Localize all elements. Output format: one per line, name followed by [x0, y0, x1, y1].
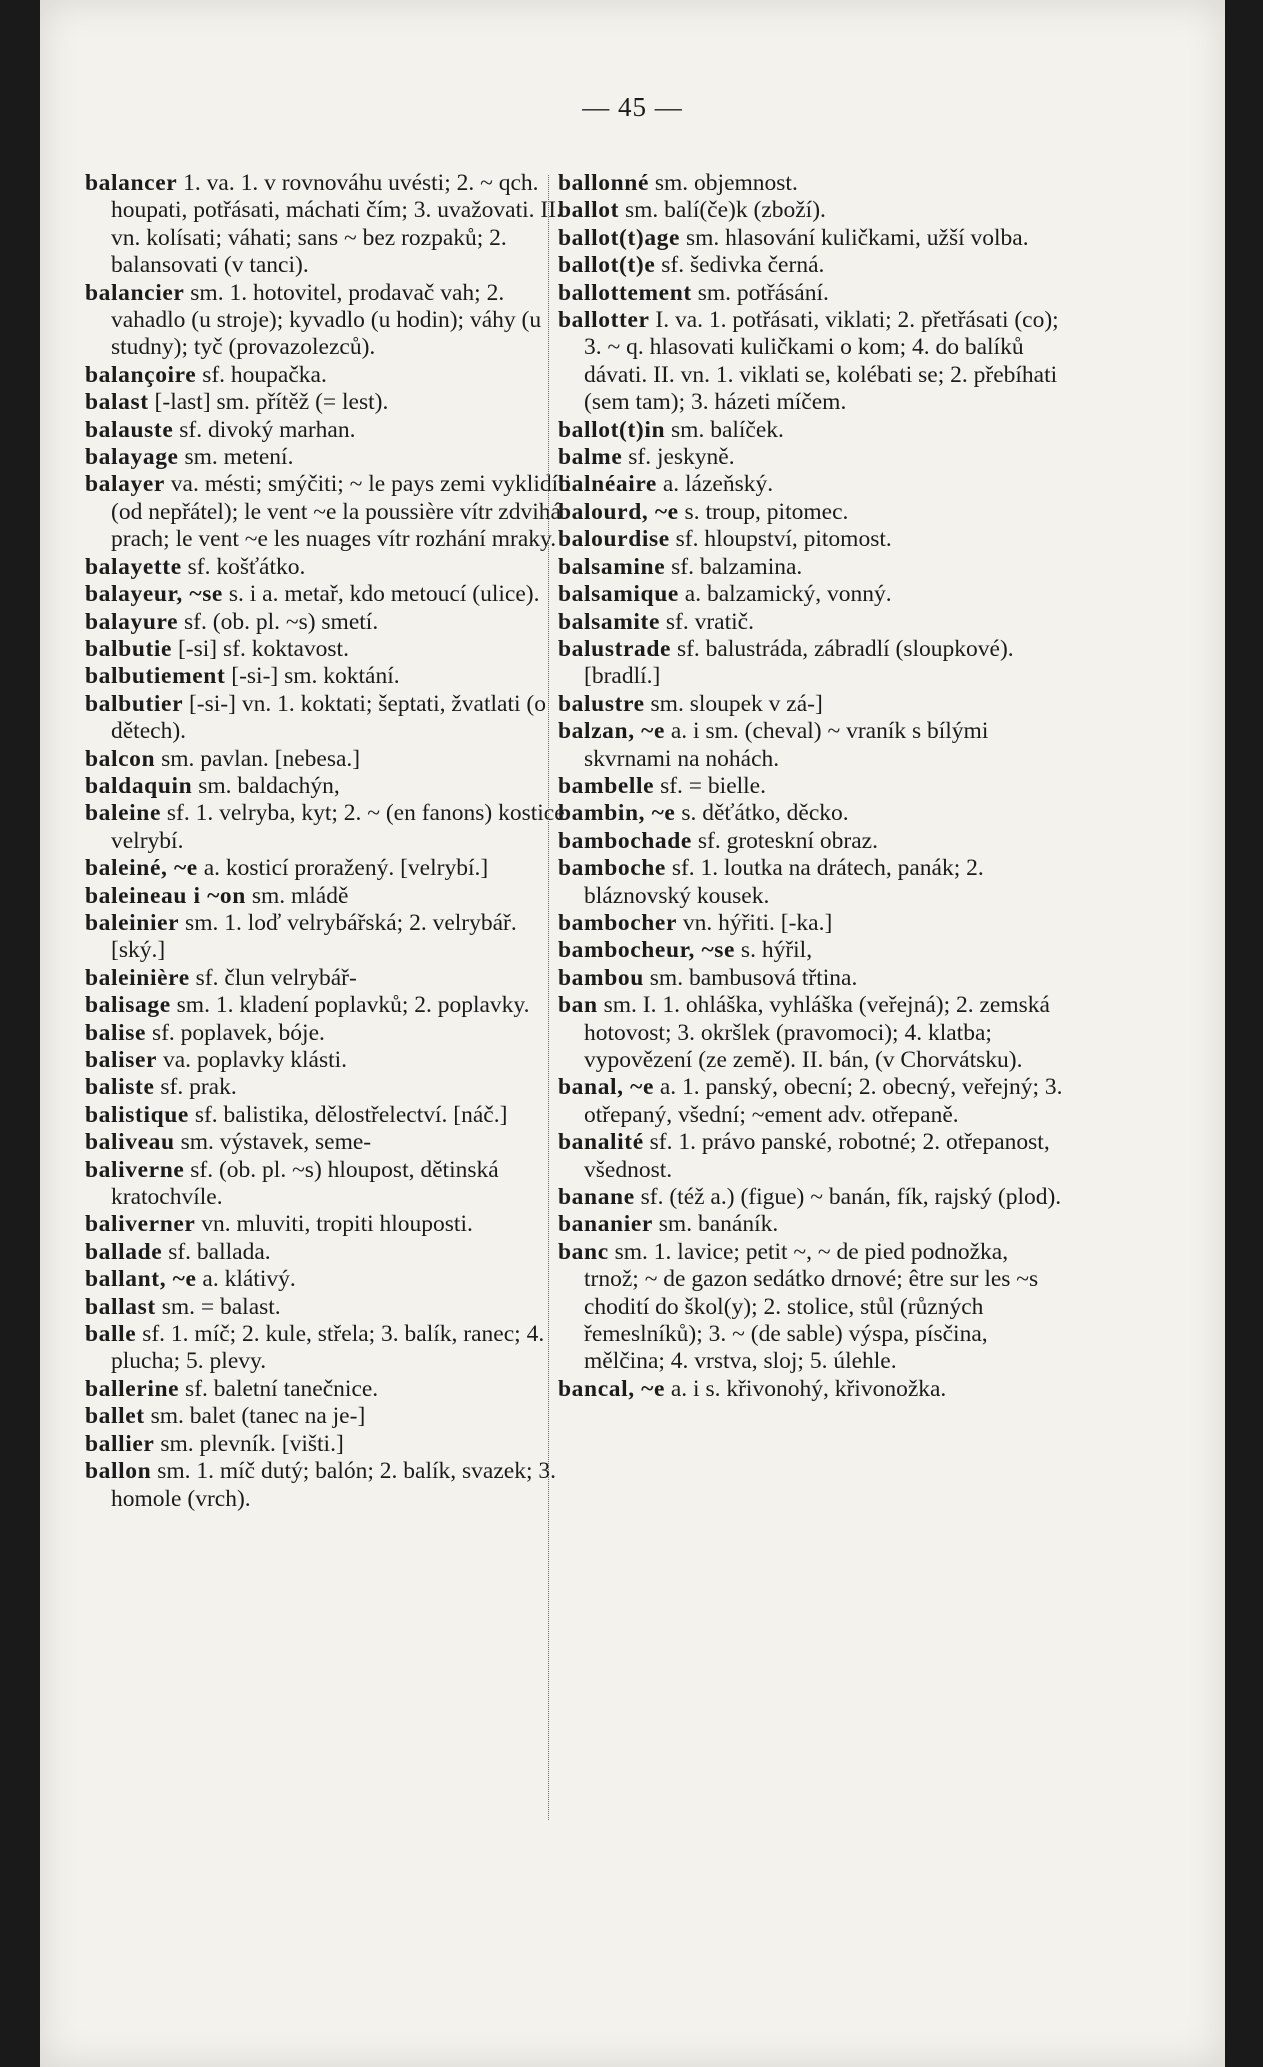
right-column	[558, 170, 1063, 1403]
entry-headword: ballonné	[558, 170, 649, 196]
dictionary-entry	[558, 471, 1063, 498]
entry-definition: sm. sloupek v zá-]	[650, 690, 823, 717]
entry-headword: baleinier	[85, 909, 180, 936]
entry-headword: balayage	[85, 444, 179, 471]
entry-headword: balayeur, ~se	[85, 581, 223, 608]
entry-definition: sf. (ob. pl. ~s) smetí.	[184, 608, 379, 635]
dictionary-entry	[558, 910, 1063, 937]
entry-headword: balayer	[85, 471, 165, 498]
dictionary-entry	[85, 170, 575, 280]
entry-headword: balayure	[85, 608, 179, 635]
dictionary-entry	[558, 307, 1063, 417]
dictionary-entry	[558, 636, 1063, 691]
dictionary-entry	[85, 362, 575, 389]
entry-headword: ballier	[85, 1430, 155, 1457]
entry-definition: a. klátivý.	[202, 1266, 296, 1293]
entry-headword: ballottement	[558, 279, 692, 306]
entry-definition: va. poplavky klásti.	[162, 1047, 348, 1073]
dictionary-entry	[558, 1184, 1063, 1211]
entry-headword: balsamique	[558, 581, 679, 608]
entry-definition: sm. balet (tanec na je-]	[150, 1403, 366, 1430]
entry-definition: [-si-] sm. koktání.	[231, 663, 400, 690]
dictionary-page	[40, 0, 1225, 2067]
entry-definition: sf. ballada.	[168, 1238, 271, 1265]
entry-definition: a. 1. panský, obecní; 2. obecný, veřejný; 3. otřepaný, všední; ~ement adv. otřepaně.	[584, 1074, 1063, 1128]
entry-headword: balustre	[558, 690, 645, 717]
entry-headword: bananier	[558, 1211, 653, 1238]
dictionary-entry	[558, 800, 1063, 827]
entry-definition: sm. balí(če)k (zboží).	[624, 197, 826, 224]
entry-definition: s. i a. metař, kdo metoucí (ulice).	[228, 581, 540, 608]
entry-definition: sf. balzamina.	[671, 553, 803, 580]
entry-headword: bambin, ~e	[558, 800, 676, 827]
entry-definition: sf. 1. velryba, kyt; 2. ~ (en fanons) kostice velrybí.	[111, 800, 565, 854]
entry-headword: baleinière	[85, 964, 190, 991]
entry-headword: balauste	[85, 416, 174, 443]
entry-definition: sm. 1. loď velrybářská; 2. velrybář. [ský.]	[111, 909, 517, 964]
entry-headword: bambou	[558, 964, 644, 991]
entry-headword: bancal, ~e	[558, 1375, 665, 1402]
left-column	[85, 170, 575, 1513]
entry-headword: balle	[85, 1321, 137, 1348]
entry-definition: sm. objemnost.	[654, 170, 798, 196]
entry-definition: a. i s. křivonohý, křivonožka.	[670, 1375, 947, 1402]
entry-headword: baliverner	[85, 1211, 196, 1238]
entry-headword: baliverne	[85, 1156, 185, 1183]
entry-definition: [-last] sm. přítěž (= lest).	[154, 389, 389, 416]
entry-definition: sm. = balast.	[161, 1293, 281, 1320]
entry-headword: balcon	[85, 745, 156, 772]
entry-headword: ballerine	[85, 1375, 180, 1402]
entry-definition: sm. balíček.	[671, 416, 784, 443]
entry-headword: banc	[558, 1238, 609, 1265]
dictionary-entry	[85, 1074, 575, 1101]
dictionary-entry	[85, 1431, 575, 1458]
dictionary-entry	[85, 609, 575, 636]
dictionary-entry	[558, 773, 1063, 800]
dictionary-entry	[85, 691, 575, 746]
dictionary-entry	[558, 828, 1063, 855]
entry-definition: sf. = bielle.	[660, 772, 766, 799]
entry-headword: baliser	[85, 1047, 158, 1073]
dictionary-entry	[85, 773, 575, 800]
entry-definition: a. balzamický, vonný.	[684, 581, 892, 608]
entry-definition: sm. 1. lavice; petit ~, ~ de pied podnožka, trnož; ~ de gazon sedátko drnové; être sur les ~s chodití do škol(y); 2. stolice, stůl (různých řemeslníků); 3. ~ (de sable) výspa, písčina, mělčina; 4. vrstva, sloj; 5. úlehle.	[584, 1238, 1039, 1375]
entry-definition: a. lázeňský.	[662, 471, 774, 498]
dictionary-entry	[558, 225, 1063, 252]
entry-headword: balistique	[85, 1101, 189, 1128]
entry-definition: sf. baletní tanečnice.	[185, 1375, 379, 1402]
entry-headword: balayette	[85, 553, 182, 580]
entry-headword: bambochade	[558, 827, 692, 854]
entry-definition: sm. 1. hotovitel, prodavač vah; 2. vahadlo (u stroje); kyvadlo (u hodin); váhy (u studny); tyč (provazolezců).	[111, 279, 542, 361]
entry-definition: sm. I. 1. ohláška, vyhláška (veřejná); 2. zemská hotovost; 3. okršlek (pravomoci); 4. klatba; vypovězení (ze země). II. bán, (v Chorvátsku).	[584, 992, 1050, 1073]
entry-definition: a. kosticí proražený. [velrybí.]	[203, 855, 489, 882]
dictionary-entry	[85, 883, 575, 910]
entry-definition: sm. metení.	[184, 444, 294, 471]
entry-headword: baleiné, ~e	[85, 855, 198, 882]
dictionary-entry	[85, 1102, 575, 1129]
dictionary-entry	[558, 691, 1063, 718]
entry-headword: bamboche	[558, 855, 666, 882]
entry-headword: ballotter	[558, 307, 650, 334]
entry-definition: s. hýřil,	[740, 937, 813, 964]
dictionary-entry	[85, 1211, 575, 1238]
entry-definition: sf. člun velrybář-	[195, 964, 357, 991]
entry-headword: baleine	[85, 800, 162, 827]
dictionary-entry	[85, 800, 575, 855]
entry-definition: sf. prak.	[160, 1074, 237, 1101]
entry-definition: sf. groteskní obraz.	[697, 827, 878, 854]
entry-headword: baleineau i ~on	[85, 882, 246, 909]
entry-definition: sf. hloupství, pitomost.	[675, 526, 892, 553]
entry-headword: baliste	[85, 1074, 155, 1101]
entry-headword: bambelle	[558, 772, 655, 799]
entry-definition: I. va. 1. potřásati, viklati; 2. přetřásati (co); 3. ~ q. hlasovati kuličkami o kom; 4. do balíků dávati. II. vn. 1. viklati se, kolébati se; 2. přebíhati (sem tam); 3. házeti míčem.	[584, 307, 1059, 416]
dictionary-entry	[558, 280, 1063, 307]
entry-headword: balbutier	[85, 690, 184, 717]
entry-headword: balisage	[85, 992, 171, 1019]
dictionary-entry	[558, 992, 1063, 1074]
dictionary-entry	[85, 581, 575, 608]
entry-headword: banalité	[558, 1129, 644, 1156]
entry-headword: balsamite	[558, 608, 661, 635]
entry-definition: sm. mládě	[251, 882, 349, 909]
entry-definition: sm. plevník. [višti.]	[160, 1430, 344, 1457]
entry-headword: balast	[85, 389, 149, 416]
dictionary-entry	[85, 1403, 575, 1430]
entry-definition: 1. va. 1. v rovnováhu uvésti; 2. ~ qch. houpati, potřásati, máchati čím; 3. uvažovati. II. vn. kolísati; váhati; sans ~ bez rozpaků; 2. balansovati (v tanci).	[111, 170, 562, 279]
entry-headword: balzan, ~e	[558, 718, 665, 745]
entry-headword: balbutie	[85, 635, 173, 662]
entry-headword: balnéaire	[558, 471, 657, 498]
entry-definition: sf. poplavek, bóje.	[151, 1019, 325, 1046]
dictionary-entry	[558, 554, 1063, 581]
entry-headword: ballot(t)e	[558, 252, 656, 279]
entry-definition: sf. 1. loutka na drátech, panák; 2. bláznovský kousek.	[584, 855, 984, 909]
entry-headword: bambocheur, ~se	[558, 937, 736, 964]
entry-definition: sf. 1. právo panské, robotné; 2. otřepanost, všednost.	[584, 1129, 1050, 1183]
entry-definition: sm. potřásání.	[697, 279, 829, 306]
entry-definition: [-si-] vn. 1. koktati; šeptati, žvatlati (o dětech).	[111, 690, 546, 745]
dictionary-entry	[85, 554, 575, 581]
entry-headword: ballade	[85, 1238, 163, 1265]
entry-definition: sf. košťátko.	[187, 553, 306, 580]
dictionary-entry	[85, 280, 575, 362]
dictionary-entry	[85, 389, 575, 416]
dictionary-entry	[85, 1047, 575, 1074]
entry-definition: a. i sm. (cheval) ~ vraník s bílými skvrnami na nohách.	[584, 718, 989, 772]
dictionary-entry	[85, 910, 575, 965]
entry-headword: ballant, ~e	[85, 1266, 197, 1293]
dictionary-entry	[85, 663, 575, 690]
dictionary-entry	[558, 937, 1063, 964]
entry-definition: vn. mluviti, tropiti hlouposti.	[201, 1211, 473, 1238]
entry-headword: ballot	[558, 197, 620, 224]
dictionary-entry	[558, 170, 1063, 197]
entry-definition: sf. (ob. pl. ~s) hloupost, dětinská kratochvíle.	[111, 1156, 499, 1211]
page-number: — 45 —	[582, 92, 683, 122]
entry-headword: balsamine	[558, 553, 666, 580]
entry-definition: s. troup, pitomec.	[684, 498, 849, 525]
entry-definition: sm. bambusová třtina.	[649, 964, 858, 991]
entry-definition: sm. hlasování kuličkami, užší volba.	[685, 224, 1029, 251]
entry-definition: vn. hýřiti. [-ka.]	[682, 909, 833, 936]
dictionary-entry	[85, 1266, 575, 1293]
entry-definition: sm. 1. míč dutý; balón; 2. balík, svazek; 3. homole (vrch).	[111, 1458, 556, 1512]
entry-definition: sf. houpačka.	[202, 361, 327, 388]
dictionary-entry	[558, 1211, 1063, 1238]
dictionary-entry	[85, 1020, 575, 1047]
entry-definition: sf. šedivka černá.	[661, 252, 825, 279]
dictionary-entry	[558, 1239, 1063, 1376]
entry-definition: [-si] sf. koktavost.	[177, 635, 349, 662]
dictionary-entry	[558, 609, 1063, 636]
dictionary-entry	[85, 1239, 575, 1266]
entry-headword: balancer	[85, 170, 178, 196]
dictionary-entry	[558, 252, 1063, 279]
entry-definition: sf. (též a.) (figue) ~ banán, fík, rajský (plod).	[640, 1184, 1062, 1211]
entry-definition: va. mésti; smýčiti; ~ le pays zemi vyklidíti (od nepřátel); le vent ~e la poussière vítr zdvihá prach; le vent ~e les nuages vítr rozhání mraky.	[111, 471, 572, 553]
dictionary-entry	[558, 1074, 1063, 1129]
entry-definition: sm. banáník.	[658, 1211, 779, 1238]
entry-definition: sf. balistika, dělostřelectví. [náč.]	[194, 1101, 508, 1128]
dictionary-entry	[85, 471, 575, 553]
dictionary-entry	[85, 746, 575, 773]
entry-definition: sm. pavlan. [nebesa.]	[161, 745, 361, 772]
dictionary-entry	[558, 965, 1063, 992]
entry-headword: ballon	[85, 1458, 152, 1485]
entry-definition: s. děťátko, děcko.	[681, 800, 849, 827]
dictionary-entry	[85, 1321, 575, 1376]
dictionary-entry	[85, 992, 575, 1019]
entry-headword: balme	[558, 444, 623, 471]
dictionary-entry	[558, 718, 1063, 773]
entry-definition: sf. 1. míč; 2. kule, střela; 3. balík, ranec; 4. plucha; 5. plevy.	[111, 1321, 545, 1375]
entry-headword: bambocher	[558, 909, 677, 936]
entry-headword: balustrade	[558, 635, 672, 662]
entry-headword: banal, ~e	[558, 1074, 654, 1101]
entry-headword: ballot(t)in	[558, 416, 666, 443]
entry-headword: ballast	[85, 1293, 156, 1320]
dictionary-entry	[558, 197, 1063, 224]
entry-headword: balancier	[85, 279, 185, 306]
entry-headword: ballet	[85, 1403, 145, 1430]
entry-definition: sm. 1. kladení poplavků; 2. poplavky.	[176, 992, 530, 1019]
dictionary-entry	[558, 526, 1063, 553]
dictionary-entry	[558, 581, 1063, 608]
dictionary-entry	[85, 417, 575, 444]
entry-definition: sf. balustráda, zábradlí (sloupkové). [bradlí.]	[584, 635, 1014, 690]
entry-headword: ballot(t)age	[558, 224, 681, 251]
dictionary-entry	[85, 1129, 575, 1156]
dictionary-entry	[558, 417, 1063, 444]
dictionary-entry	[85, 1157, 575, 1212]
dictionary-entry	[558, 855, 1063, 910]
dictionary-entry	[85, 1458, 575, 1513]
entry-headword: baliveau	[85, 1129, 175, 1156]
entry-headword: balise	[85, 1019, 147, 1046]
entry-headword: balourd, ~e	[558, 498, 679, 525]
entry-definition: sf. jeskyně.	[628, 444, 735, 471]
entry-headword: balançoire	[85, 361, 197, 388]
dictionary-entry	[85, 1376, 575, 1403]
entry-definition: sf. divoký marhan.	[179, 416, 356, 443]
entry-headword: banane	[558, 1184, 635, 1211]
entry-headword: ban	[558, 992, 598, 1019]
entry-definition: sf. vratič.	[665, 608, 754, 635]
entry-headword: balourdise	[558, 526, 670, 553]
column-divider	[548, 175, 550, 1820]
dictionary-entry	[558, 444, 1063, 471]
entry-definition: sm. baldachýn,	[198, 772, 340, 799]
entry-headword: balbutiement	[85, 663, 226, 690]
entry-definition: sm. výstavek, seme-	[180, 1129, 372, 1156]
entry-headword: baldaquin	[85, 772, 193, 799]
dictionary-entry	[85, 965, 575, 992]
dictionary-entry	[85, 855, 575, 882]
dictionary-entry	[85, 1294, 575, 1321]
dictionary-entry	[85, 636, 575, 663]
dictionary-entry	[558, 1129, 1063, 1184]
dictionary-entry	[85, 444, 575, 471]
dictionary-entry	[558, 499, 1063, 526]
dictionary-entry	[558, 1376, 1063, 1403]
